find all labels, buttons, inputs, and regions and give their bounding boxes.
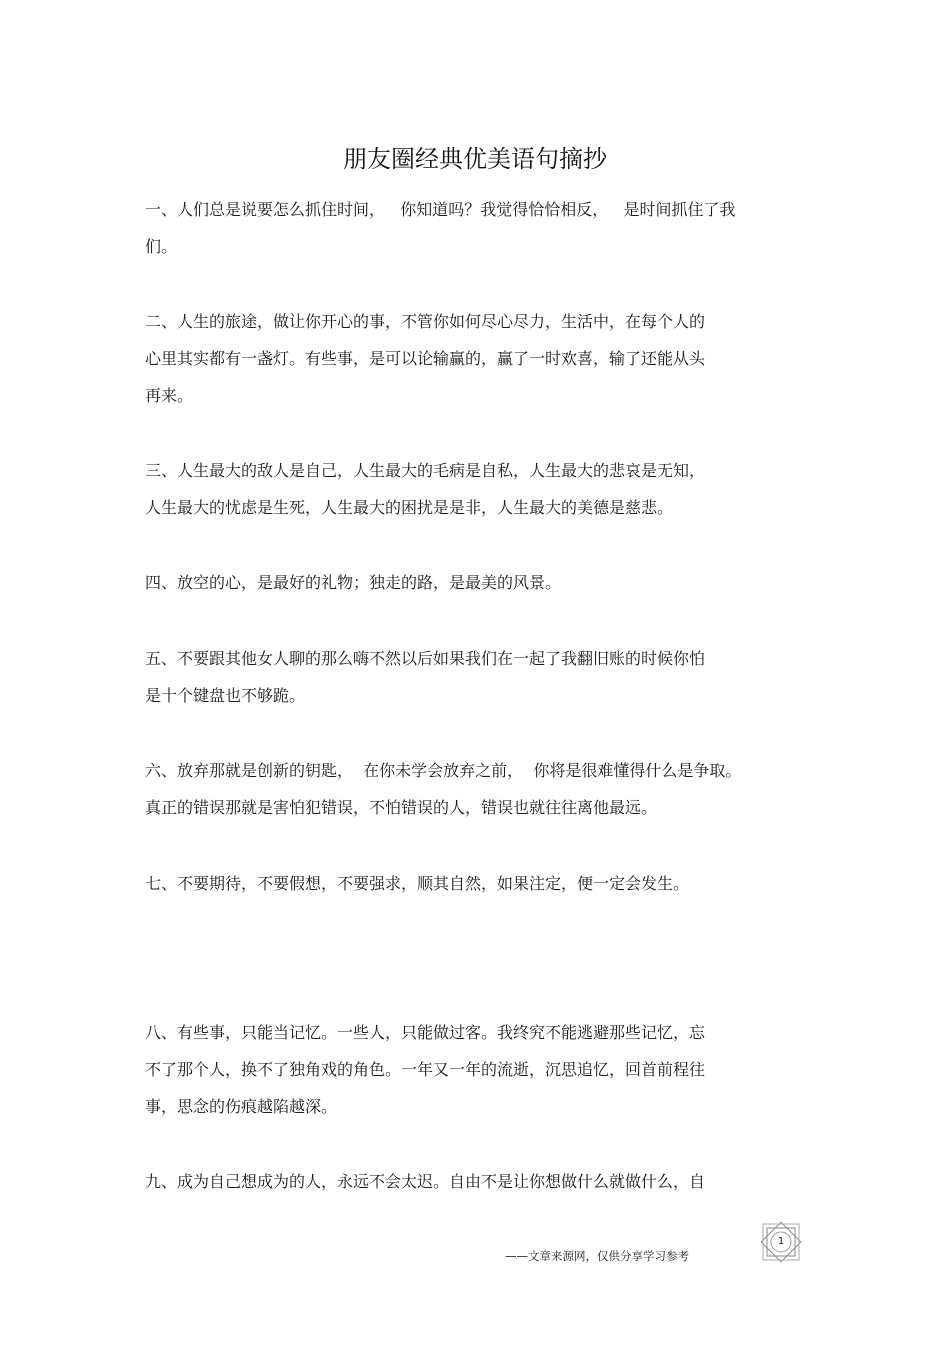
text-line: 心里其实都有一盏灯。有些事，是可以论输赢的，赢了一时欢喜，输了还能从头 bbox=[145, 349, 706, 368]
text-line: 一、人们总是说要怎么抓住时间， 你知道吗？我觉得恰恰相反， 是时间抓住了我 bbox=[145, 200, 736, 219]
text-line: 五、不要跟其他女人聊的那么嗨不然以后如果我们在一起了我翻旧账的时候你怕 bbox=[145, 649, 706, 668]
text-line: 们。 bbox=[145, 237, 178, 256]
text-line: 事，思念的伤痕越陷越深。 bbox=[145, 1097, 338, 1116]
text-line: 真正的错误那就是害怕犯错误，不怕错误的人，错误也就往往离他最远。 bbox=[145, 798, 658, 817]
text-line: 不了那个人，换不了独角戏的角色。一年又一年的流逝，沉思追忆，回首前程往 bbox=[145, 1060, 706, 1079]
text-line: 再来。 bbox=[145, 386, 194, 405]
page-number: 1 bbox=[777, 1236, 785, 1247]
text-line: 六、放弃那就是创新的钥匙， 在你未学会放弃之前， 你将是很难懂得什么是争取。 bbox=[145, 761, 742, 780]
text-line: 九、成为自己想成为的人，永远不会太迟。自由不是让你想做什么就做什么，自 bbox=[145, 1172, 706, 1191]
text-line: 人生最大的忧虑是生死，人生最大的困扰是是非，人生最大的美德是慈悲。 bbox=[145, 498, 674, 517]
text-line: 四、放空的心，是最好的礼物；独走的路，是最美的风景。 bbox=[145, 573, 562, 592]
text-line: 七、不要期待，不要假想，不要强求，顺其自然，如果注定，便一定会发生。 bbox=[145, 874, 690, 893]
document-title: 朋友圈经典优美语句摘抄 bbox=[343, 145, 607, 173]
text-line: 八、有些事，只能当记忆。一些人，只能做过客。我终究不能逃避那些记忆，忘 bbox=[145, 1023, 706, 1042]
footer-source-text: ——文章来源网，仅供分享学习参考 bbox=[505, 1249, 689, 1263]
text-line: 三、人生最大的敌人是自己，人生最大的毛病是自私，人生最大的悲哀是无知， bbox=[145, 461, 706, 480]
text-line: 是十个键盘也不够跪。 bbox=[145, 686, 306, 705]
text-line: 二、人生的旅途，做让你开心的事，不管你如何尽心尽力，生活中，在每个人的 bbox=[145, 312, 706, 331]
